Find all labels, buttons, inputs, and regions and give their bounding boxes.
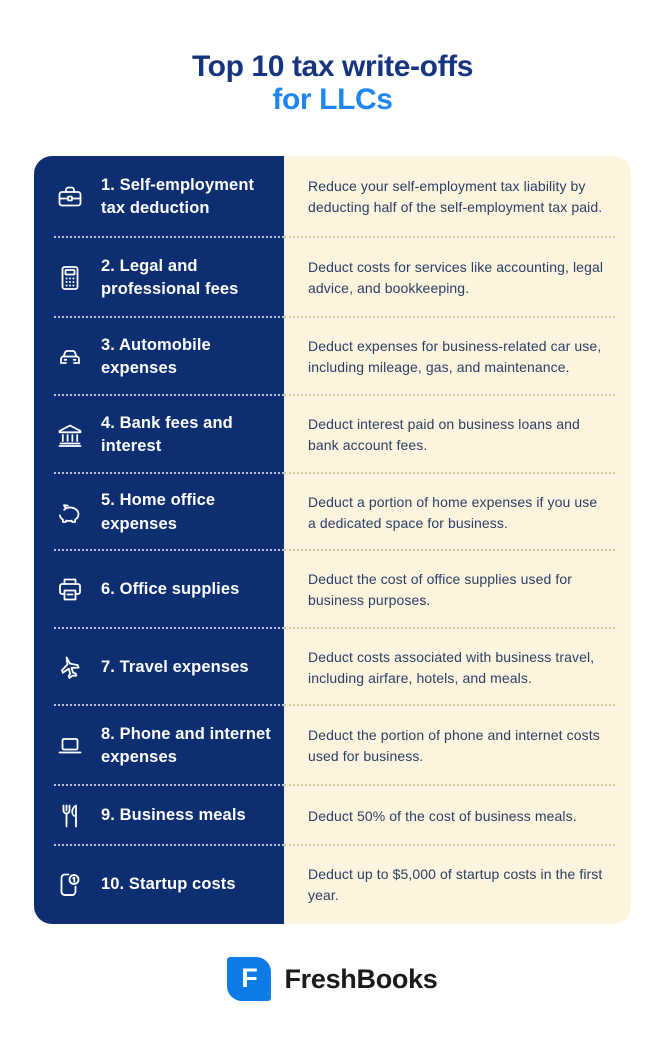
writeoff-description: Deduct a portion of home expenses if you use a dedicated space for business.	[308, 493, 598, 531]
writeoff-description: Deduct up to $5,000 of startup costs in the first year.	[308, 866, 603, 903]
writeoff-label-cell	[34, 238, 284, 318]
writeoff-label-cell	[34, 396, 284, 474]
writeoff-label: 6. Office supplies	[101, 580, 240, 599]
writeoff-description-cell	[284, 396, 631, 474]
writeoff-label-cell	[34, 156, 284, 238]
writeoff-description-cell	[284, 238, 631, 318]
writeoff-label: 1. Self-employment tax deduction	[101, 175, 255, 217]
writeoff-description-cell	[284, 629, 631, 706]
writeoff-label-cell	[34, 629, 284, 706]
page-title	[0, 0, 665, 116]
writeoff-label: 10. Startup costs	[101, 875, 236, 894]
writeoff-description-cell	[284, 156, 631, 238]
writeoff-label-cell	[34, 786, 284, 846]
writeoff-description: Deduct costs for services like accounting, legal advice, and bookkeeping.	[308, 259, 604, 296]
writeoff-label-cell	[34, 846, 284, 924]
writeoff-label: 5. Home office expenses	[101, 491, 216, 533]
writeoff-description: Deduct interest paid on business loans and bank account fees.	[308, 416, 580, 453]
writeoff-description-cell	[284, 786, 631, 846]
writeoff-description: Deduct the cost of office supplies used for business purposes.	[308, 571, 572, 608]
writeoff-description-cell	[284, 318, 631, 396]
writeoff-label-cell	[34, 706, 284, 786]
briefcase-icon	[54, 181, 86, 213]
tax-writeoffs-table	[34, 156, 631, 924]
writeoff-description: Deduct the portion of phone and internet costs used for business.	[308, 727, 600, 764]
freshbooks-logo-letter: F	[241, 962, 258, 993]
writeoff-description: Deduct 50% of the cost of business meals.	[308, 807, 577, 824]
writeoff-label: 4. Bank fees and interest	[101, 413, 233, 455]
writeoff-label-cell	[34, 474, 284, 551]
laptop-icon	[54, 730, 86, 762]
calculator-icon	[54, 262, 86, 294]
page-title-line2: for LLCs	[272, 83, 393, 116]
bank-icon	[54, 419, 86, 451]
piggy-bank-icon	[54, 497, 86, 529]
writeoff-label: 2. Legal and professional fees	[101, 256, 239, 298]
receipt-icon	[54, 869, 86, 901]
writeoff-description-cell	[284, 551, 631, 629]
airplane-icon	[54, 652, 86, 684]
writeoff-description: Deduct costs associated with business travel, including airfare, hotels, and meals.	[308, 648, 595, 686]
writeoff-description: Reduce your self-employment tax liability by deducting half of the self-employment tax paid.	[308, 178, 603, 215]
brand-footer	[0, 957, 665, 1001]
writeoff-description-cell	[284, 706, 631, 786]
page-title-line1: Top 10 tax write-offs	[191, 50, 474, 83]
printer-icon	[54, 574, 86, 606]
writeoff-label-cell	[34, 551, 284, 629]
writeoff-description-cell	[284, 846, 631, 924]
car-icon	[54, 341, 86, 373]
writeoff-label-cell	[34, 318, 284, 396]
writeoff-label: 8. Phone and internet expenses	[101, 724, 271, 766]
writeoff-label: 7. Travel expenses	[101, 657, 249, 676]
writeoff-label: 3. Automobile expenses	[101, 335, 211, 377]
cutlery-icon	[54, 800, 86, 832]
writeoff-description: Deduct expenses for business-related car use, including mileage, gas, and maintenance.	[308, 338, 602, 375]
freshbooks-logo-icon	[227, 957, 271, 1001]
writeoff-label: 9. Business meals	[101, 806, 246, 825]
brand-name: FreshBooks	[284, 963, 438, 994]
writeoff-description-cell	[284, 474, 631, 551]
